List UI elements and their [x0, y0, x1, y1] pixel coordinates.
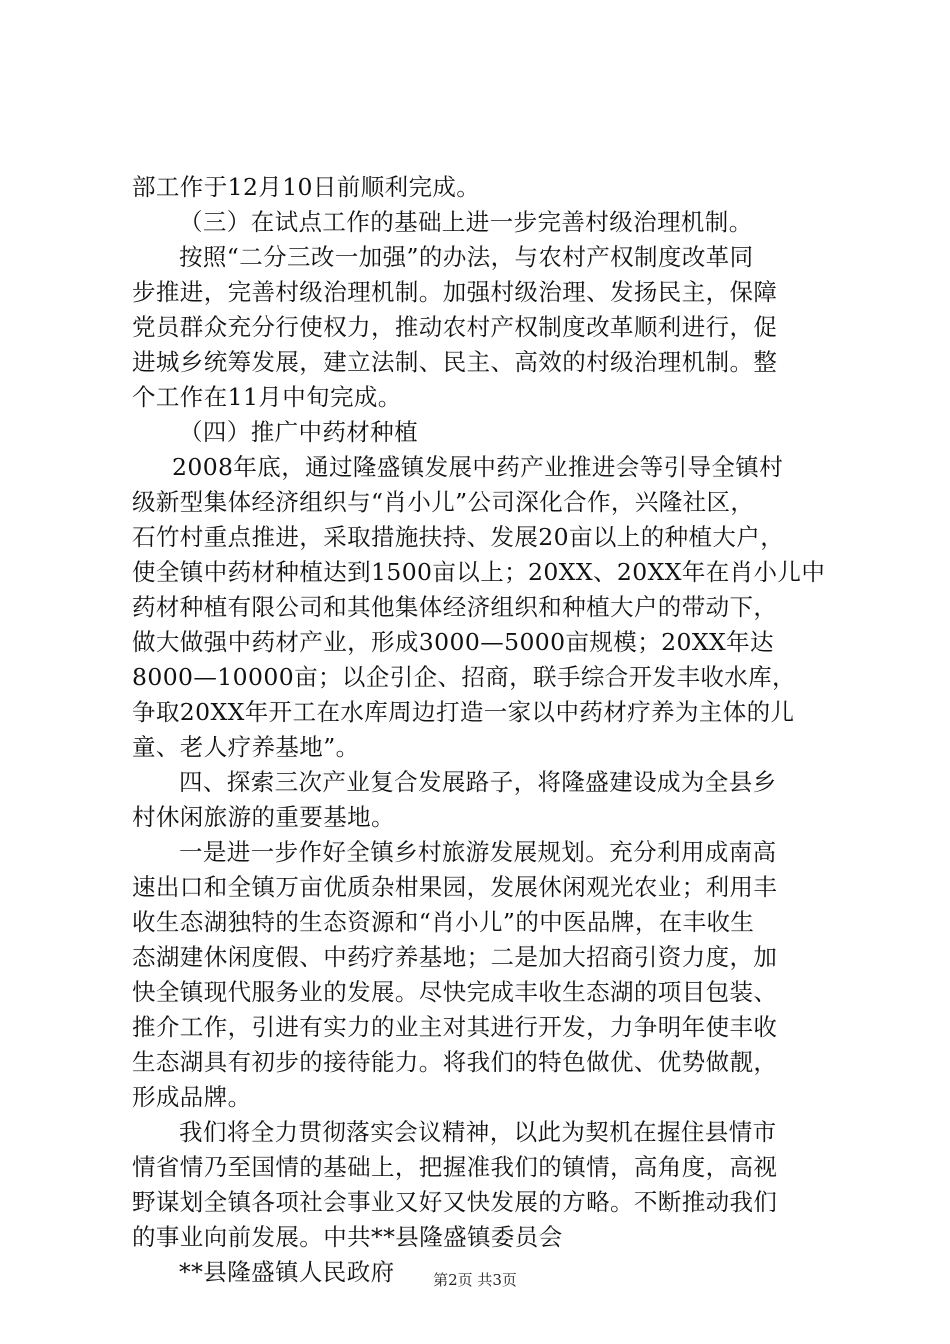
- text-line: 生态湖具有初步的接待能力。将我们的特色做优、优势做靓，: [132, 1048, 778, 1076]
- document-body: [132, 170, 832, 1290]
- text-line: 部工作于12月10日前顺利完成。: [132, 173, 481, 201]
- section-heading: （三）在试点工作的基础上进一步完善村级治理机制。: [179, 208, 753, 236]
- text-line: 个工作在11月中旬完成。: [132, 383, 402, 411]
- section-heading: （四）推广中药材种植: [179, 418, 418, 446]
- text-line: 童、老人疗养基地”。: [132, 733, 360, 761]
- signature-line: **县隆盛镇人民政府: [179, 1258, 395, 1286]
- text-line: 石竹村重点推进，采取措施扶持、发展20亩以上的种植大户，: [132, 523, 785, 551]
- text-line: 情省情乃至国情的基础上，把握准我们的镇情，高角度，高视: [132, 1153, 778, 1181]
- text-line: 做大做强中药材产业，形成3000—5000亩规模；20XX年达: [132, 628, 774, 656]
- text-line: 村休闲旅游的重要基地。: [132, 803, 395, 831]
- text-line: 我们将全力贯彻落实会议精神，以此为契机在握住县情市: [179, 1118, 777, 1146]
- text-line: 药材种植有限公司和其他集体经济组织和种植大户的带动下，: [132, 593, 778, 621]
- text-line: 推介工作，引进有实力的业主对其进行开发，力争明年使丰收: [132, 1013, 778, 1041]
- text-line: 步推进，完善村级治理机制。加强村级治理、发扬民主，保障: [132, 278, 778, 306]
- text-line: 收生态湖独特的生态资源和“肖小儿”的中医品牌，在丰收生: [132, 908, 755, 936]
- text-line: 形成品牌。: [132, 1083, 252, 1111]
- text-line: 2008年底，通过隆盛镇发展中药产业推进会等引导全镇村: [172, 453, 784, 481]
- text-line: 进城乡统筹发展，建立法制、民主、高效的村级治理机制。整: [132, 348, 778, 376]
- text-line: 野谋划全镇各项社会事业又好又快发展的方略。不断推动我们: [132, 1188, 778, 1216]
- text-line: 快全镇现代服务业的发展。尽快完成丰收生态湖的项目包装、: [132, 978, 778, 1006]
- text-line: 速出口和全镇万亩优质杂柑果园，发展休闲观光农业；利用丰: [132, 873, 778, 901]
- text-line: 8000—10000亩；以企引企、招商，联手综合开发丰收水库，: [132, 663, 796, 691]
- text-line: 使全镇中药材种植达到1500亩以上；20XX、20XX年在肖小儿中: [132, 558, 826, 586]
- text-line: 一是进一步作好全镇乡村旅游发展规划。充分利用成南高: [179, 838, 777, 866]
- text-line: 态湖建休闲度假、中药疗养基地；二是加大招商引资力度，加: [132, 943, 778, 971]
- signature-line: 的事业向前发展。中共**县隆盛镇委员会: [132, 1223, 563, 1251]
- section-heading: 四、探索三次产业复合发展路子，将隆盛建设成为全县乡: [179, 768, 777, 796]
- text-line: 争取20XX年开工在水库周边打造一家以中药材疗养为主体的儿: [132, 698, 795, 726]
- text-line: 党员群众充分行使权力，推动农村产权制度改革顺利进行，促: [132, 313, 778, 341]
- text-line: 级新型集体经济组织与“肖小儿”公司深化合作，兴隆社区，: [132, 488, 755, 516]
- page-number-footer: 第2页 共3页: [433, 1271, 517, 1289]
- text-line: 按照“二分三改一加强”的办法，与农村产权制度改革同: [179, 243, 754, 271]
